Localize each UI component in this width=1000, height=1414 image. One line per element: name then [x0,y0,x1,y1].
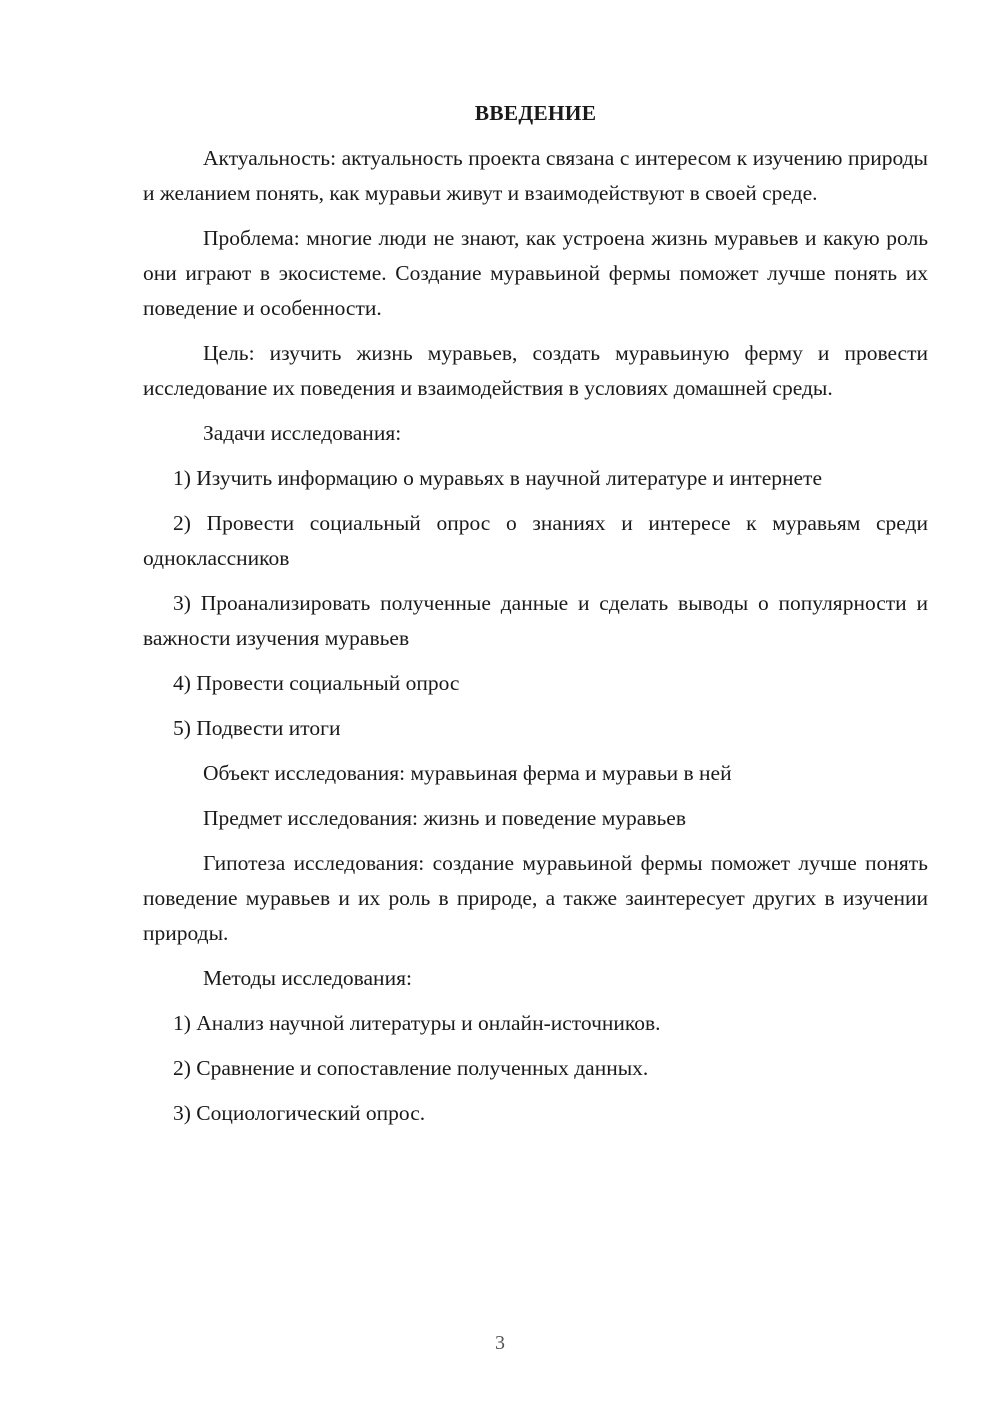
subject-paragraph: Предмет исследования: жизнь и поведение муравьев [203,806,686,830]
tasks-heading: Задачи исследования: [203,421,402,445]
task-item: 3) Проанализировать полученные данные и сделать выводы о популярности и важности изучения муравьев [143,591,928,650]
goal-paragraph: Цель: изучить жизнь муравьев, создать муравьиную ферму и провести исследование их поведения и взаимодействия в условиях домашней среды. [143,341,928,400]
relevance-paragraph: Актуальность: актуальность проекта связана с интересом к изучению природы и желанием понять, как муравьи живут и взаимодействуют в своей среде. [143,146,928,205]
method-item: 1) Анализ научной литературы и онлайн-источников. [173,1011,661,1035]
task-item: 2) Провести социальный опрос о знаниях и интересе к муравьям среди одноклассников [143,511,928,570]
object-paragraph: Объект исследования: муравьиная ферма и муравьи в ней [203,761,732,785]
task-item: 5) Подвести итоги [173,716,341,740]
task-item: 1) Изучить информацию о муравьях в научной литературе и интернете [173,466,822,490]
method-item: 3) Социологический опрос. [173,1101,426,1125]
problem-paragraph: Проблема: многие люди не знают, как устроена жизнь муравьев и какую роль они играют в экосистеме. Создание муравьиной фермы поможет лучше понять их поведение и особенности. [143,226,928,320]
document-page [143,96,928,1141]
methods-heading: Методы исследования: [203,966,412,990]
method-item: 2) Сравнение и сопоставление полученных данных. [173,1056,649,1080]
section-title: ВВЕДЕНИЕ [474,101,597,125]
hypothesis-paragraph: Гипотеза исследования: создание муравьиной фермы поможет лучше понять поведение муравьев и их роль в природе, а также заинтересует других в изучении природы. [143,851,928,945]
page-number: 3 [495,1332,505,1354]
task-item: 4) Провести социальный опрос [173,671,460,695]
